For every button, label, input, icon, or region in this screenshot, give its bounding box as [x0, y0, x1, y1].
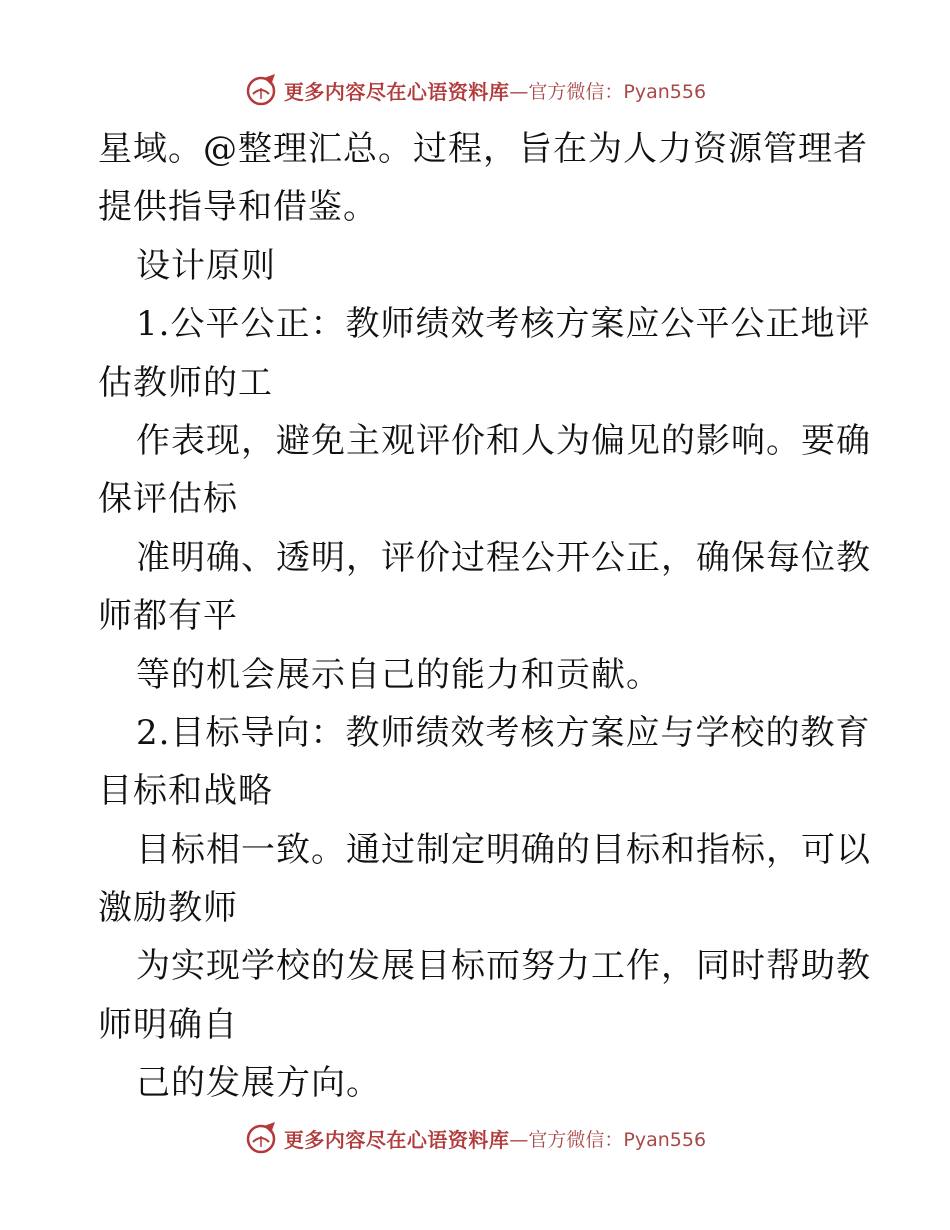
watermark-wechat-text: —官方微信：Pyan556	[509, 1128, 707, 1151]
watermark-main-text: 更多内容尽在心语资料库	[283, 79, 510, 104]
text-line: 估教师的工	[98, 362, 273, 403]
book-pen-logo-icon	[244, 1120, 280, 1156]
text-line: 为实现学校的发展目标而努力工作，同时帮助教	[136, 946, 871, 987]
watermark-wechat-text: —官方微信：Pyan556	[509, 80, 707, 103]
text-line: 作表现，避免主观评价和人为偏见的影响。要确	[136, 420, 871, 461]
watermark-main-text: 更多内容尽在心语资料库	[283, 1127, 510, 1152]
text-line: 提供指导和借鉴。	[98, 187, 378, 228]
text-line: 激励教师	[98, 888, 238, 929]
text-line: 设计原则	[136, 245, 276, 286]
text-line: 目标和战略	[98, 771, 273, 812]
footer-watermark	[0, 1118, 950, 1158]
text-line: 星域。@整理汇总。过程，旨在为人力资源管理者	[98, 129, 868, 169]
text-line: 目标相一致。通过制定明确的目标和指标，可以	[136, 829, 871, 870]
document-body	[98, 120, 871, 1113]
text-line: 1.公平公正：教师绩效考核方案应公平公正地评	[136, 304, 871, 345]
text-line: 等的机会展示自己的能力和贡献。	[136, 654, 661, 695]
text-line: 2.目标导向：教师绩效考核方案应与学校的教育	[136, 712, 871, 753]
header-watermark	[0, 70, 950, 110]
text-line: 准明确、透明，评价过程公开公正，确保每位教	[136, 537, 871, 578]
text-line: 己的发展方向。	[136, 1063, 381, 1104]
book-pen-logo-icon	[244, 72, 280, 108]
text-line: 师都有平	[98, 596, 238, 637]
text-line: 保评估标	[98, 479, 238, 520]
text-line: 师明确自	[98, 1004, 238, 1045]
